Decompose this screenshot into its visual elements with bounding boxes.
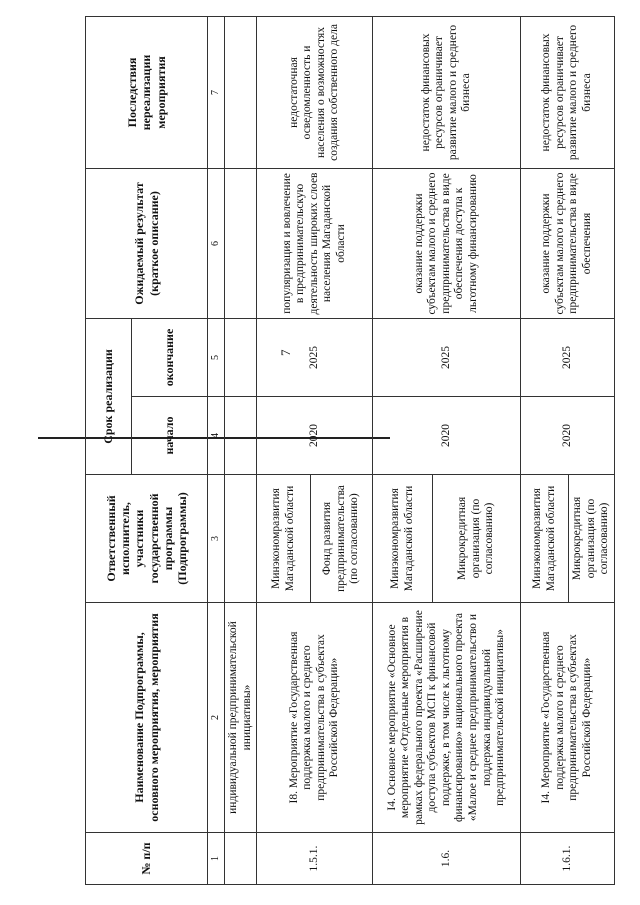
row-start: 2020 [257,397,373,475]
header-name: Наименование Подпрограммы, основного мероприятия, мероприятия [86,603,208,833]
column-number: 6 [208,168,225,318]
row-responsible-secondary: Микрокредитная организация (по согласованию) [569,475,615,603]
column-number: 4 [208,397,225,475]
carryover-text: индивидуальной предпринимательской инициативы» [225,603,257,833]
row-name: I8. Мероприятие «Государственная поддержка малого и среднего предпринимательства в субъектах Российской Федерации» [257,603,373,833]
row-responsible-primary: Минэкономразвития Магаданской области [257,475,311,603]
header-result: Ожидаемый результат (краткое описание) [86,168,208,318]
header-period: Срок реализации [86,318,132,474]
row-result: оказание поддержки субъектам малого и среднего предпринимательства в виде обеспечения доступа к льготному финансированию [373,168,521,318]
column-number: 5 [208,318,225,396]
table-cell [225,168,257,318]
row-consequences: недостаток финансовых ресурсов ограничивает развитие малого и среднего бизнеса [373,16,521,168]
column-number: 7 [208,16,225,168]
page-number: 7 [278,349,293,356]
row-end: 2025 [373,318,521,396]
program-table [85,16,615,885]
table-cell [225,833,257,885]
table-cell [225,16,257,168]
table-cell [225,475,257,603]
header-start: начало [132,397,208,475]
row-result: популяризация и вовлечение в предпринимательскую деятельность широких слоев населения Магаданской области [257,168,373,318]
row-start: 2020 [373,397,521,475]
table-cell [225,318,257,396]
row-consequences: недостаток финансовых ресурсов ограничивает развитие малого и среднего бизнеса [521,16,615,168]
column-number: 3 [208,475,225,603]
row-responsible-primary: Минэкономразвития Магаданской области [373,475,433,603]
header-consequences: Последствия нереализации мероприятия [86,16,208,168]
row-name: I4. Мероприятие «Государственная поддержка малого и среднего предпринимательства в субъектах Российской Федерации» [521,603,615,833]
row-responsible-primary: Минэкономразвития Магаданской области [521,475,569,603]
row-name: I4. Основное мероприятие «Основное мероприятие «Отдельные мероприятия в рамках федерального проекта «Расширение доступа субъектов МСП к финансовой поддержке, в том числе к льготному финансированию» национального проекта «Малое и среднее предпринимательство и поддержка индивидуальной предпринимательской инициативы» [373,603,521,833]
row-number: 1.5.1. [257,833,373,885]
table-cell [225,397,257,475]
header-end: окончание [132,318,208,396]
header-num: № п/п [86,833,208,885]
row-responsible-secondary: Фонд развития предпринимательства (по согласованию) [311,475,373,603]
row-responsible-secondary: Микрокредитная организация (по согласованию) [433,475,521,603]
row-number: 1.6. [373,833,521,885]
header-responsible: Ответственный исполнитель, участники государственной программы (Подпрограммы) [86,475,208,603]
row-end: 2025 [521,318,615,396]
row-number: 1.6.1. [521,833,615,885]
program-table-sheet [85,17,611,885]
row-end: 2025 [257,318,373,396]
row-consequences: недостаточная осведомленность и населения о возможностях создания собственного дела [257,16,373,168]
column-number: 1 [208,833,225,885]
row-result: оказание поддержки субъектам малого и среднего предпринимательства в виде обеспечения [521,168,615,318]
column-number: 2 [208,603,225,833]
row-start: 2020 [521,397,615,475]
